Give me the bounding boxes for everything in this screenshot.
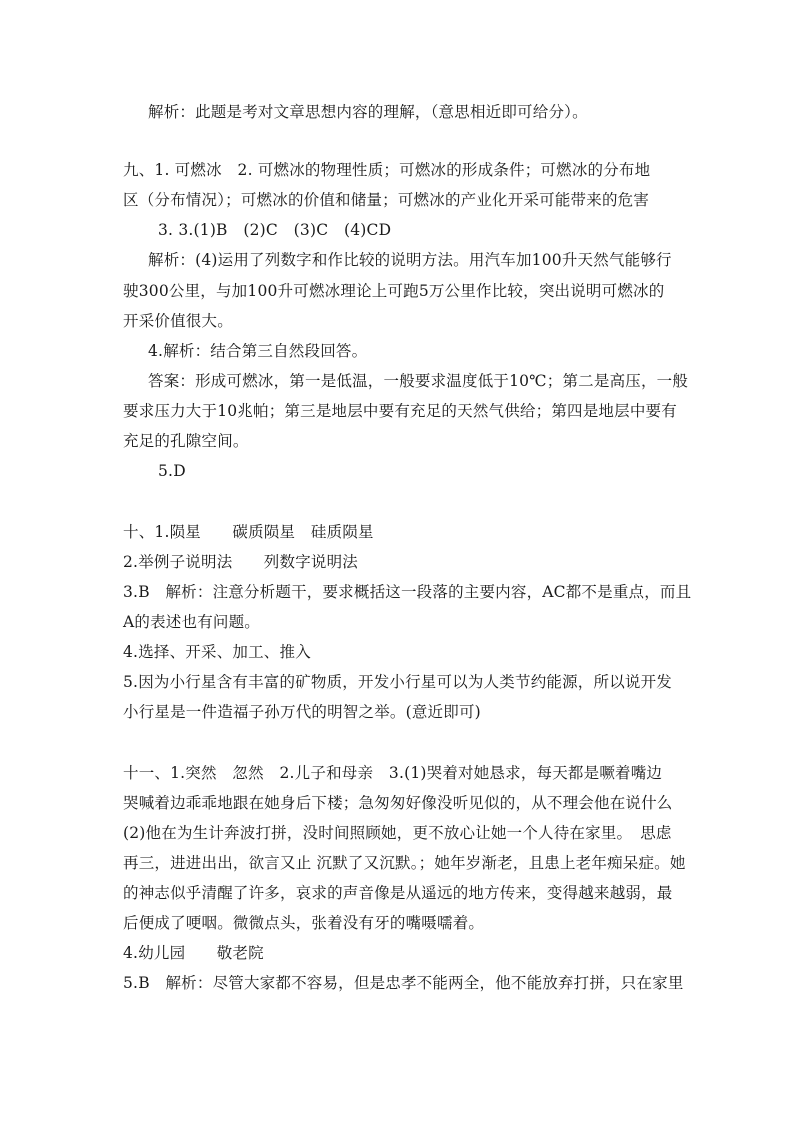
text-line: 5.B 解析：尽管大家都不容易，但是忠孝不能两全，他不能放弃打拼，只在家里	[123, 974, 684, 992]
section-10-heading-line: 十、1.陨星 碳质陨星 硅质陨星	[123, 523, 374, 541]
text-line: 后便成了哽咽。微微点头，张着没有牙的嘴嗫嚅着。	[123, 914, 485, 932]
text-line: 3. 3.(1)B (2)C (3)C (4)CD	[158, 221, 392, 239]
text-line: 5.因为小行星含有丰富的矿物质，开发小行星可以为人类节约能源，所以说开发	[123, 673, 672, 691]
text-line: 区（分布情况）；可燃冰的价值和储量；可燃冰的产业化开采可能带来的危害	[123, 191, 650, 209]
text-line: 解析：(4)运用了列数字和作比较的说明方法。用汽车加100升天然气能够行	[148, 251, 672, 269]
text-line: 驶300公里，与加100升可燃冰理论上可跑5万公里作比较，突出说明可燃冰的	[123, 282, 665, 300]
text-line: 开采价值很大。	[123, 312, 233, 330]
text-line: 答案：形成可燃冰，第一是低温，一般要求温度低于10℃；第二是高压，一般	[148, 372, 689, 390]
text-line: (2)他在为生计奔波打拼，没时间照顾她，更不放心让她一个人待在家里。 思虑	[123, 824, 672, 842]
analysis-line: 解析：此题是考对文章思想内容的理解，（意思相近即可给分）。	[148, 103, 588, 121]
text-line: 小行星是一件造福子孙万代的明智之举。(意近即可)	[123, 703, 481, 721]
text-line: 充足的孔隙空间。	[123, 432, 249, 450]
text-line: 5.D	[158, 462, 186, 480]
text-line: 2.举例子说明法 列数字说明法	[123, 553, 358, 571]
text-line: 3.B 解析：注意分析题干，要求概括这一段落的主要内容，AC都不是重点，而且	[123, 583, 692, 601]
text-line: 要求压力大于10兆帕；第三是地层中要有充足的天然气供给；第四是地层中要有	[123, 402, 677, 420]
section-9-heading-line: 九、1. 可燃冰 2. 可燃冰的物理性质；可燃冰的形成条件；可燃冰的分布地	[123, 161, 651, 179]
section-11-heading-line: 十一、1.突然 忽然 2.儿子和母亲 3.(1)哭着对她恳求，每天都是噘着嘴边	[123, 764, 663, 782]
text-line: 哭喊着边乖乖地跟在她身后下楼；急匆匆好像没听见似的，从不理会他在说什么	[123, 794, 673, 812]
text-line: 的神志似乎清醒了许多，哀求的声音像是从遥远的地方传来，变得越来越弱，最	[123, 884, 673, 902]
text-line: 4.幼儿园 敬老院	[123, 944, 264, 962]
text-line: A的表述也有问题。	[123, 613, 260, 631]
text-line: 4.解析：结合第三自然段回答。	[148, 342, 368, 360]
text-line: 4.选择、开采、加工、推入	[123, 643, 311, 661]
text-line: 再三，进进出出，欲言又止 沉默了又沉默。；她年岁渐老，且患上老年痴呆症。她	[123, 854, 686, 872]
